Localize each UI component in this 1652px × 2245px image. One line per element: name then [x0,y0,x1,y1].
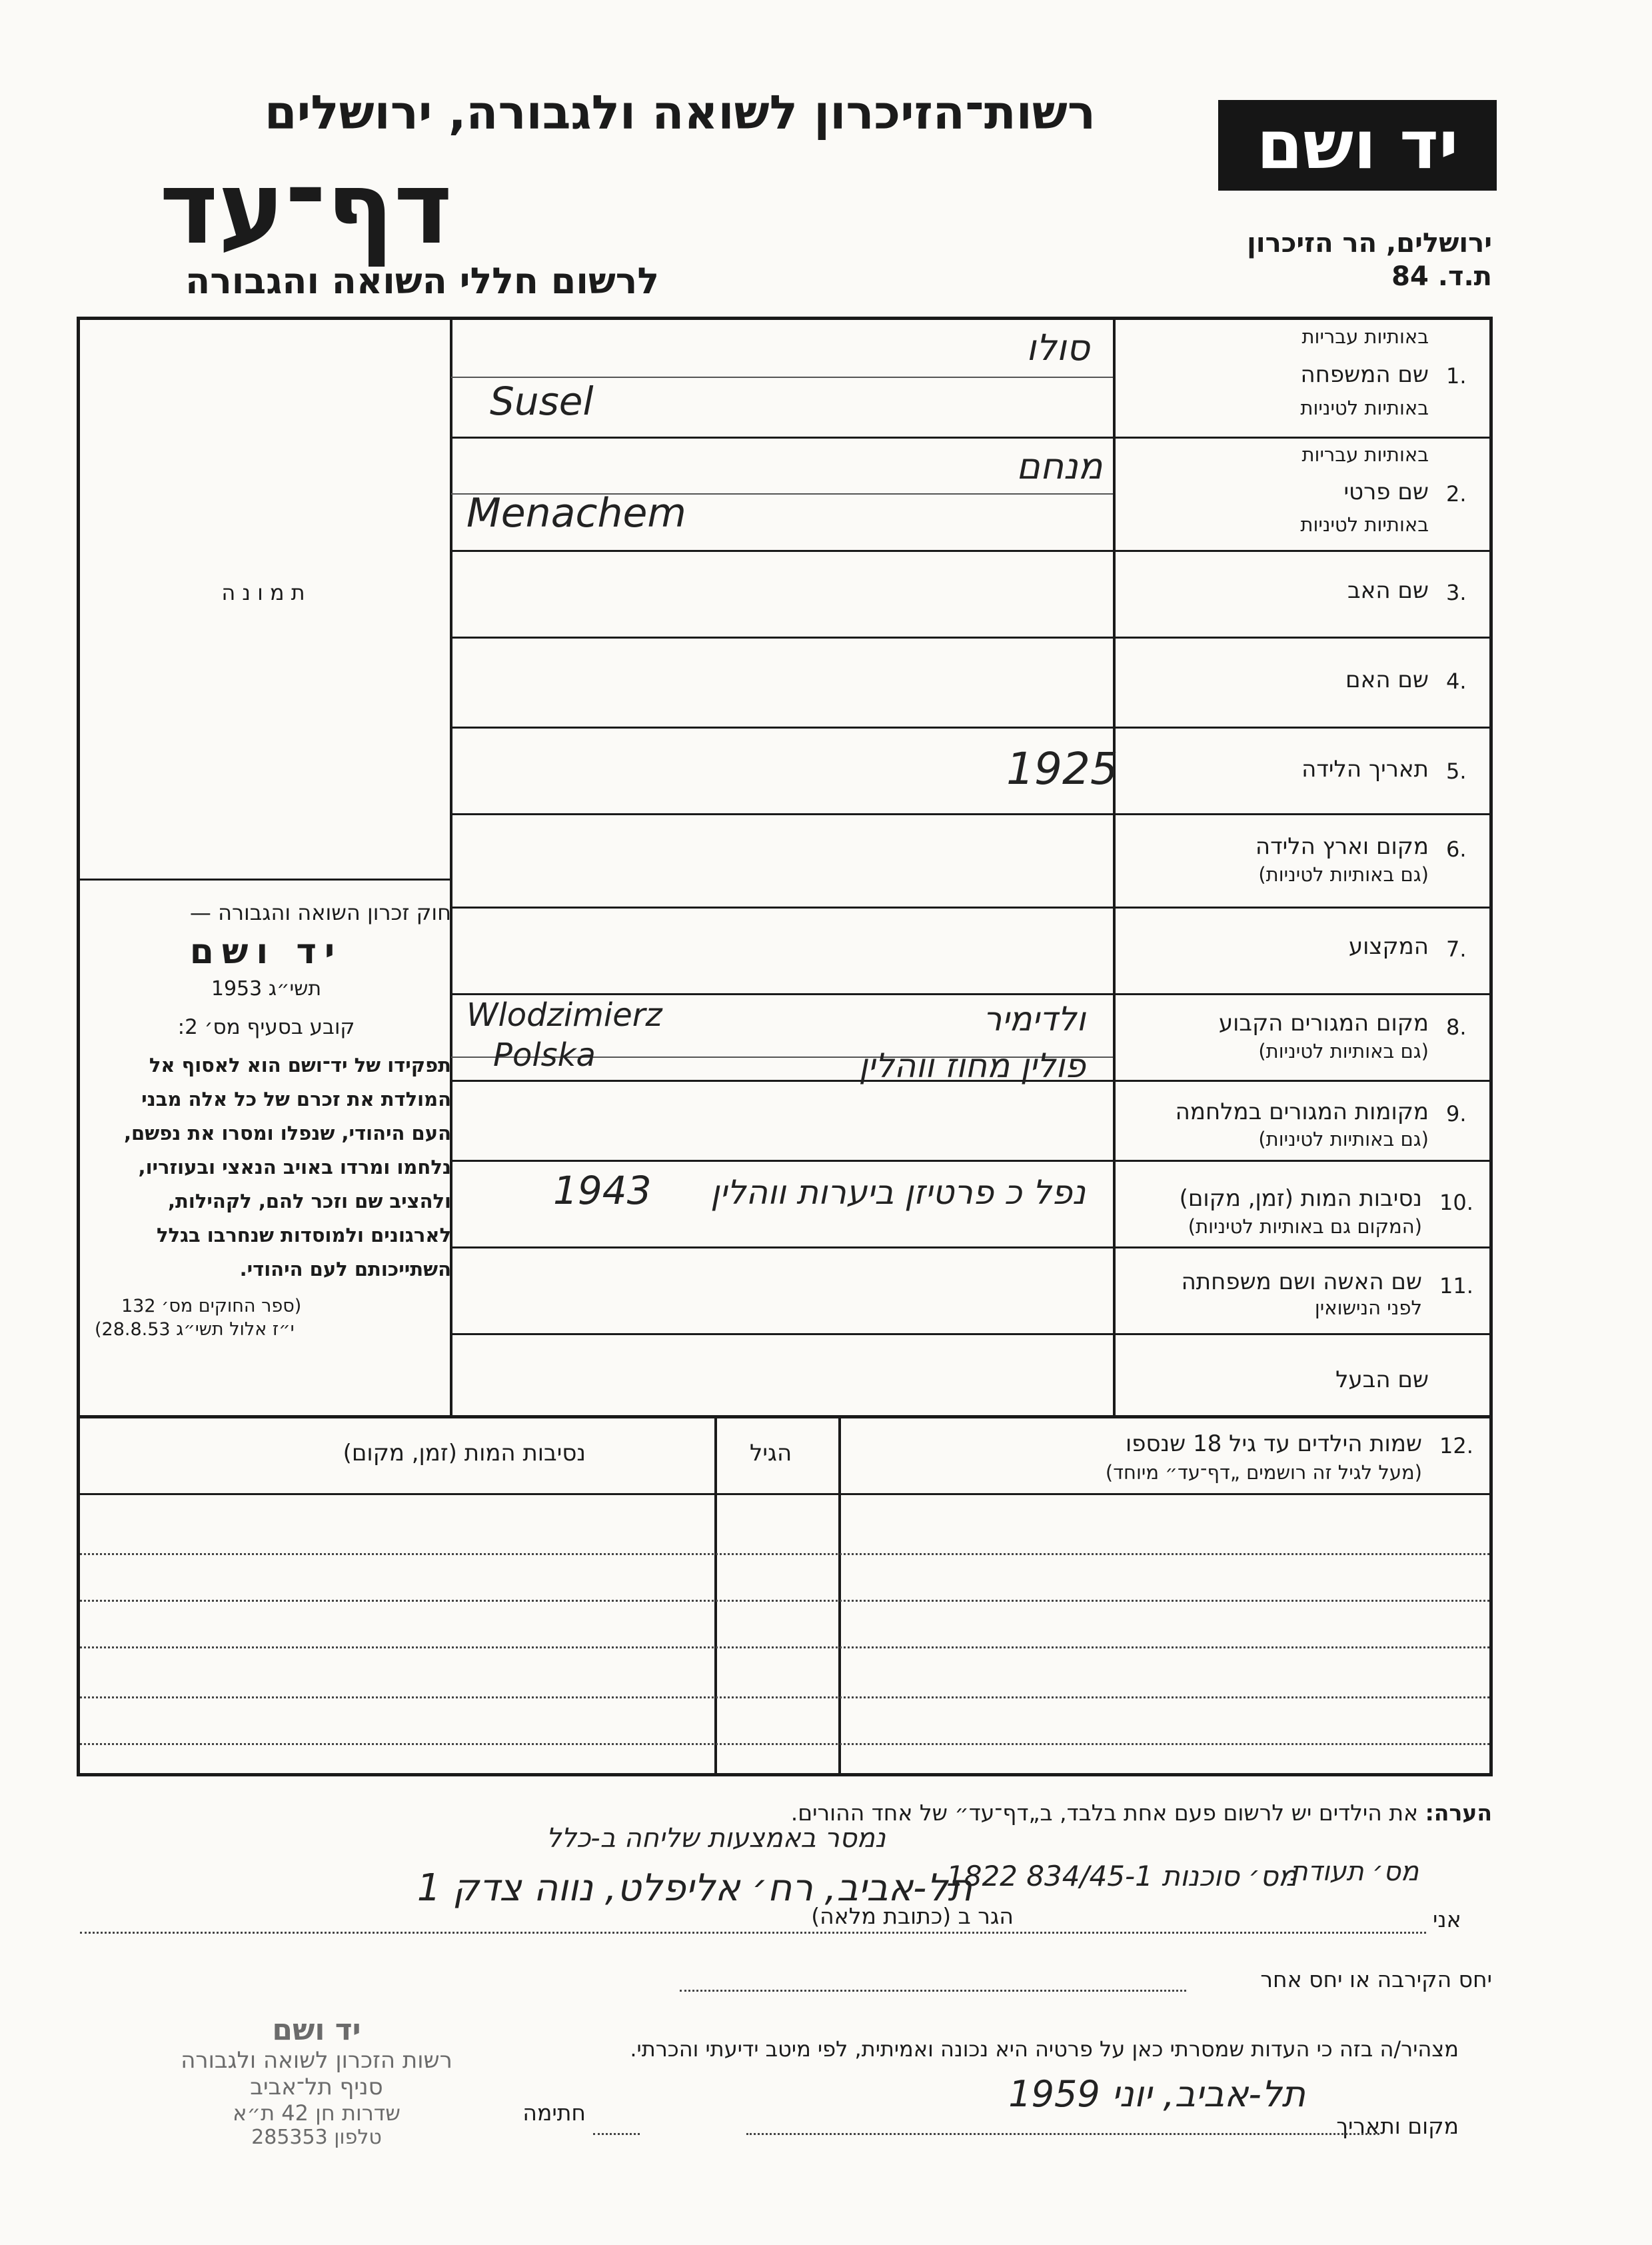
stamp-line-3: סניף תל־אביב [250,2074,383,2100]
law-body-line: לארגונים ולמוסדות שנחרבו בגלל [156,1224,451,1246]
birth-date-value: 1925 [1006,743,1118,795]
first-name-latin-value: Menachem [466,490,686,537]
first-name-hebrew-value: מנחם [1016,445,1103,487]
field-1-hebrew-letters-note: באותיות עבריות [1301,325,1429,348]
row-line [451,813,1493,815]
organization-title: רשות־הזיכרון לשואה ולגבורה, ירושלים [264,85,1096,140]
field-10-number: 10. [1439,1190,1473,1215]
family-name-latin-value: Susel [490,379,594,424]
field-11-label: שם האשה ושם משפחתה [1181,1268,1422,1295]
ani-label: אני [1433,1906,1461,1932]
witness-address-value: תל-אביב, רח׳ אליפלט, נווה צדק 1 [416,1866,972,1910]
residence-latin-country-value: Polska [493,1037,596,1074]
law-section: קובע בסעיף מס׳ 2: [177,1015,355,1039]
row-line [451,907,1493,909]
law-body-line: ולהציב שם וזכר להם, לקהילות, [168,1190,451,1212]
stamp-line-2: רשות הזכרון לשואה ולגבורה [181,2047,452,2074]
declaration-text: מצהיר/ה בזה כי העדות שמסרתי כאן על פרטיה היא נכונה ואמיתית, לפי מיטב ידיעתי והכרתי. [630,2036,1459,2062]
row-line [451,1160,1493,1162]
field-8-note: (גם באותיות לטיניות) [1258,1040,1429,1063]
family-name-hebrew-value: סולו [1026,327,1090,369]
form-subtitle: לרשום חללי השואה והגבורה [185,260,659,302]
children-row-line [80,1600,1489,1602]
relation-label: יחס הקירבה או יחס אחר [1260,1966,1492,1992]
field-1-label: שם המשפחה [1300,361,1429,388]
field-8-number: 8. [1446,1015,1467,1040]
row-line [451,550,1493,552]
law-yad-vashem: יד ושם [189,932,343,972]
children-row-line [80,1696,1489,1698]
field-9-note: (גם באותיות לטיניות) [1258,1128,1429,1150]
field-10-note: (המקום גם באותיות לטיניות) [1188,1215,1422,1238]
children-death-header: נסיבות המות (זמן, מקום) [343,1440,586,1466]
place-date-value: תל-אביב, יוני 1959 [1008,2073,1305,2115]
stamp-line-4: שדרות חן 42 ת״א [233,2100,401,2126]
field-8-label: מקום המגורים הקבוע [1218,1010,1429,1037]
law-text-box [81,900,451,1340]
signature-label: חתימה [522,2100,586,2126]
children-row-line [80,1743,1489,1745]
field-4-label: שם האם [1345,667,1429,693]
children-age-header: הגיל [750,1440,792,1466]
half-row-line [451,377,1113,378]
place-date-label: מקום ותאריך [1336,2113,1459,2139]
row-line [451,1333,1493,1335]
field-5-number: 5. [1446,759,1467,784]
law-year: תשי״ג 1953 [211,977,322,1001]
children-title: שמות הילדים עד גיל 18 שנספו [1125,1430,1422,1457]
row-line [451,727,1493,729]
row-line [451,993,1493,995]
law-body-line: נלחמו ומרדו באויב הנאצי ובעוזריו, [138,1156,451,1178]
husband-name-label: שם הבעל [1335,1366,1429,1393]
field-6-note: (גם באותיות לטיניות) [1258,863,1429,886]
field-2-number: 2. [1446,481,1467,507]
field-2-latin-letters-note: באותיות לטיניות [1300,513,1429,536]
children-age-divider-left [714,1416,717,1776]
children-row-line [80,1553,1489,1555]
residence-hebrew-city-value: ולדימיר [983,1000,1086,1039]
field-10-label: נסיבות המות (זמן, מקום) [1179,1185,1422,1212]
children-note: (מעל לגיל זה רושמים „דף־עד״ מיוחד) [1105,1461,1422,1484]
death-year-value: 1943 [553,1168,652,1213]
law-title: חוק זכרון השואה והגבורה — [189,900,451,925]
note-text: את הילדים יש לרשום פעם אחת בלבד, ב„דף־עד״ של אחד ההורים. [790,1800,1419,1826]
address-line-2: ת.ד. 84 [1391,261,1492,292]
children-row-line [80,1646,1489,1648]
address-line-1: ירושלים, הר הזיכרון [1247,228,1492,259]
law-body-line: תפקידו של יד־ושם הוא לאסוף אל [149,1054,451,1077]
place-date-line [746,2133,1379,2135]
handwritten-delivery-note: נמסר באמצעות שליחה ב-כלל [546,1823,886,1854]
children-instruction [791,1800,1492,1826]
law-reference-1: (ספר החוקים מס׳ 132 [121,1296,302,1316]
residence-hebrew-country-value: פולין מחוז ווהלין [858,1047,1086,1085]
death-circumstances-value: נפל כ פרטיזן ביערות ווהלין [710,1173,1086,1212]
witness-id-value: 1822 מס׳ סוכנות 834/45-1 [946,1860,1297,1892]
field-3-label: שם האב [1347,577,1429,604]
yad-vashem-logo: יד ושם [1218,100,1497,191]
children-age-divider-right [838,1416,841,1776]
label-column-divider [1113,317,1116,1418]
law-body [81,1049,451,1286]
field-2-hebrew-letters-note: באותיות עבריות [1301,443,1429,466]
field-5-label: תאריך הלידה [1301,756,1429,783]
resides-label: הגר ב (כתובת מלאה) [806,1903,1019,1929]
witness-id-label: מס׳ תעודת [1290,1856,1419,1887]
address-block [1247,227,1492,293]
field-3-number: 3. [1446,580,1467,605]
field-12-number: 12. [1439,1433,1473,1458]
form-title: דף־עד [159,151,452,267]
branch-stamp [177,2013,456,2149]
field-9-number: 9. [1446,1101,1467,1126]
law-body-line: השתייכותם לעם היהודי. [239,1258,451,1280]
stamp-line-5: טלפון 285353 [251,2126,382,2149]
law-reference-2: י״ז אלול תשי״ג 28.8.53) [95,1319,295,1340]
field-1-number: 1. [1446,363,1467,389]
field-1-latin-letters-note: באותיות לטיניות [1300,397,1429,419]
field-6-label: מקום וארץ הלידה [1255,833,1429,860]
witness-name-line [80,1932,1426,1934]
field-11-note: לפני הנישואין [1314,1296,1422,1319]
field-11-number: 11. [1439,1273,1473,1298]
relation-line [680,1990,1186,1992]
row-line [451,637,1493,639]
children-table-top [77,1416,1493,1418]
field-6-number: 6. [1446,837,1467,862]
law-body-line: העם היהודי, שנפלו ומסרו את נפשם, [124,1122,451,1144]
field-2-label: שם פרטי [1343,479,1429,505]
field-7-label: המקצוע [1348,933,1429,960]
field-4-number: 4. [1446,669,1467,694]
residence-latin-city-value: Wlodzimierz [466,997,662,1034]
law-body-line: המולדת את זכרם של כל אלה מבני [141,1088,451,1111]
photo-placeholder-label: תמונה [221,580,312,605]
stamp-line-1: יד ושם [272,2013,361,2047]
children-header-line [77,1493,1493,1495]
row-line [451,437,1493,439]
photo-box-bottom [77,879,451,881]
note-label: הערה: [1425,1800,1492,1826]
signature-line [593,2133,640,2135]
field-9-label: מקומות המגורים במלחמה [1175,1099,1429,1125]
row-line [451,1246,1493,1248]
field-7-number: 7. [1446,937,1467,962]
